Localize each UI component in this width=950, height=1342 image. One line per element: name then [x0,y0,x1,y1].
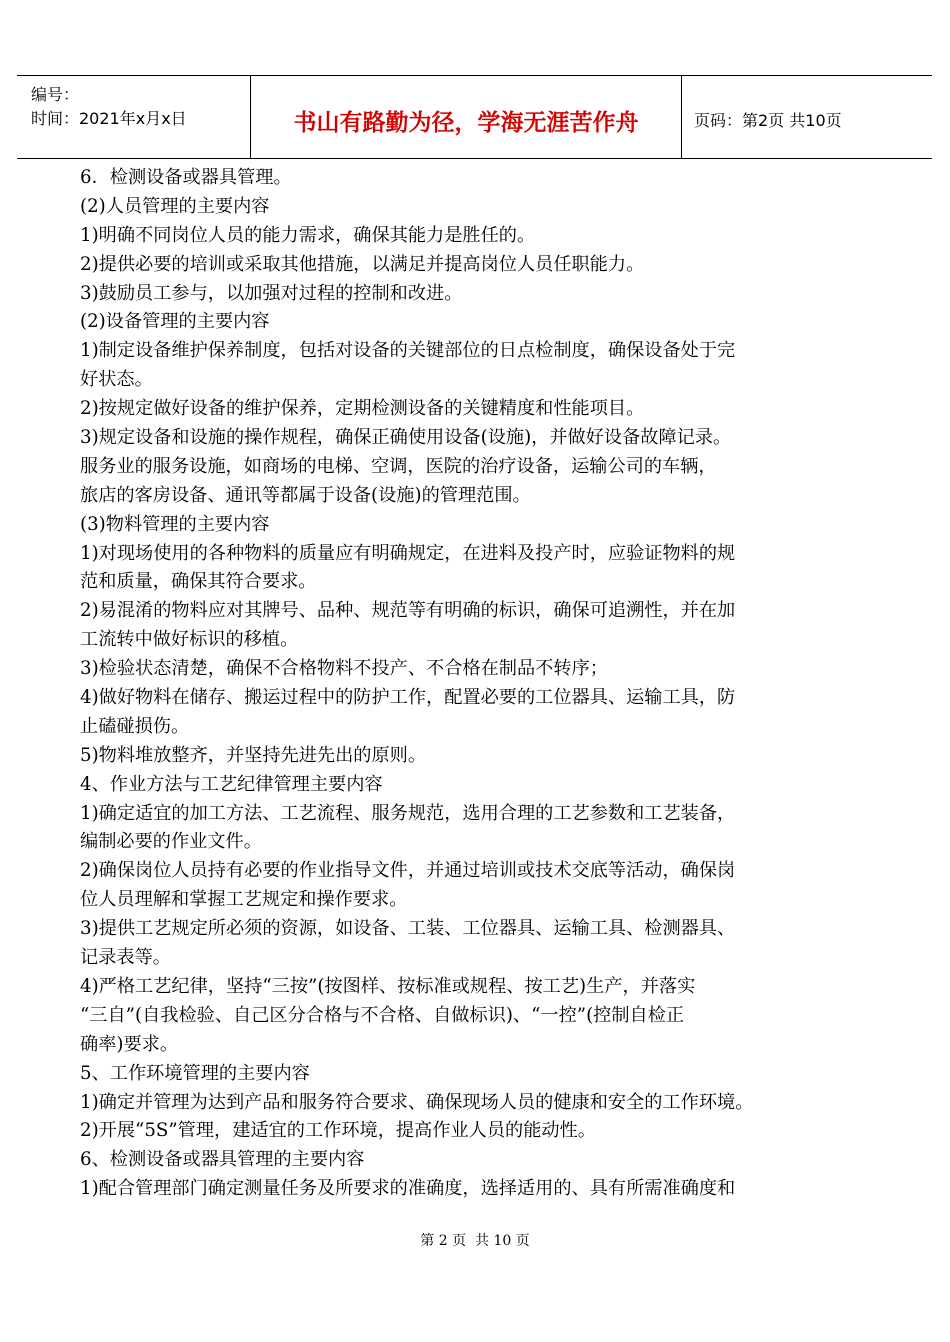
text-line: 好状态。 [80,369,153,391]
document-body [80,164,890,1204]
text-line: “三自”(自我检验、自己区分合格与不合格、自做标识)、“一控”(控制自检正 [80,1004,685,1026]
text-line: 4)严格工艺纪律，坚持“三按”(按图样、按标准或规程、按工艺)生产，并落实 [80,975,696,997]
text-line: 1)确定适宜的加工方法、工艺流程、服务规范，选用合理的工艺参数和工艺装备， [80,802,736,824]
text-line: 3)规定设备和设施的操作规程，确保正确使用设备(设施)，并做好设备故障记录。 [80,427,732,449]
header-motto: 书山有路勤为径，学海无涯苦作舟 [293,110,639,136]
text-line: 1)确定并管理为达到产品和服务符合要求、确保现场人员的健康和安全的工作环境。 [80,1091,754,1113]
text-line: 6．检测设备或器具管理。 [80,167,292,188]
document-number-label: 编号： [31,85,80,104]
text-line: 服务业的服务设施，如商场的电梯、空调，医院的治疗设备，运输公司的车辆， [80,455,717,477]
text-line: 6、检测设备或器具管理的主要内容 [80,1149,365,1171]
text-line: 范和质量，确保其符合要求。 [80,571,317,593]
text-line: 编制必要的作业文件。 [80,831,262,853]
text-line: 2)易混淆的物料应对其牌号、品种、规范等有明确的标识，确保可追溯性，并在加 [80,600,736,622]
text-line: 4)做好物料在储存、搬运过程中的防护工作，配置必要的工位器具、运输工具，防 [80,687,736,709]
text-line: 1)明确不同岗位人员的能力需求，确保其能力是胜任的。 [80,224,536,246]
text-line: 确率)要求。 [80,1033,179,1055]
text-line: (2)人员管理的主要内容 [80,195,270,217]
text-line: 2)按规定做好设备的维护保养，定期检测设备的关键精度和性能项目。 [80,398,645,420]
page-footer: 第 2 页 共 10 页 [420,1233,530,1249]
text-line: 2)开展“5S”管理，建适宜的工作环境，提高作业人员的能动性。 [80,1120,596,1142]
text-line: 5)物料堆放整齐，并坚持先进先出的原则。 [80,744,427,766]
header-page-code: 页码：第2页 共10页 [694,111,842,130]
text-line: 5、工作环境管理的主要内容 [80,1062,310,1084]
header-motto-cell [251,76,682,158]
text-line: 3)检验状态清楚，确保不合格物料不投产、不合格在制品不转序； [80,658,608,680]
text-line: 位人员理解和掌握工艺规定和操作要求。 [80,889,408,911]
header-info-cell [17,76,251,158]
text-line: 4、作业方法与工艺纪律管理主要内容 [80,773,383,795]
text-line: 2)确保岗位人员持有必要的作业指导文件，并通过培训或技术交底等活动，确保岗 [80,860,736,882]
text-line: 记录表等。 [80,947,171,969]
text-line: (3)物料管理的主要内容 [80,513,270,535]
text-line: (2)设备管理的主要内容 [80,311,270,333]
text-line: 3)提供工艺规定所必须的资源，如设备、工装、工位器具、运输工具、检测器具、 [80,918,736,940]
text-line: 止磕碰损伤。 [80,715,190,737]
header-page-cell [682,76,932,158]
text-line: 2)提供必要的培训或采取其他措施，以满足并提高岗位人员任职能力。 [80,253,645,275]
text-line: 3)鼓励员工参与，以加强对过程的控制和改进。 [80,282,463,304]
text-line: 1)制定设备维护保养制度，包括对设备的关键部位的日点检制度，确保设备处于完 [80,340,736,362]
text-line: 工流转中做好标识的移植。 [80,629,299,651]
document-time-label: 时间：2021年x月x日 [31,109,187,128]
text-line: 1)配合管理部门确定测量任务及所要求的准确度，选择适用的、具有所需准确度和 [80,1178,736,1200]
text-line: 旅店的客房设备、通讯等都属于设备(设施)的管理范围。 [80,484,531,506]
text-line: 1)对现场使用的各种物料的质量应有明确规定，在进料及投产时，应验证物料的规 [80,542,736,564]
page-header [17,75,932,159]
